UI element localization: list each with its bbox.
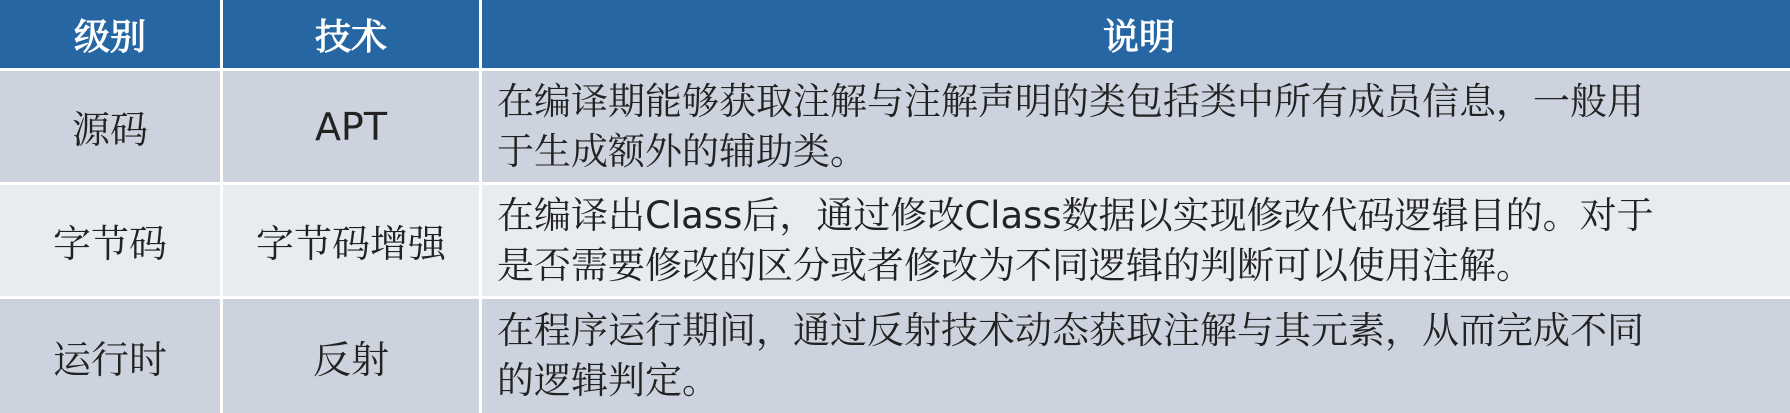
description-line: 在编译期能够获取注解与注解声明的类包括类中所有成员信息，一般用	[497, 79, 1644, 123]
row-bytecode-description	[482, 185, 1790, 296]
row-source-description	[482, 71, 1790, 182]
description-line: 的逻辑判定。	[497, 359, 719, 402]
row-source-tech: APT	[223, 71, 479, 182]
row-source-level: 源码	[0, 71, 220, 182]
description-line: 在编译出Class后，通过修改Class数据以实现修改代码逻辑目的。对于	[497, 193, 1654, 237]
description-line: 在程序运行期间，通过反射技术动态获取注解与其元素，从而完成不同	[497, 309, 1644, 352]
row-bytecode-tech: 字节码增强	[223, 185, 479, 296]
row-runtime-level: 运行时	[0, 299, 220, 413]
row-bytecode-level: 字节码	[0, 185, 220, 296]
header-description: 说明	[482, 0, 1790, 68]
row-runtime-tech: 反射	[223, 299, 479, 413]
header-level: 级别	[0, 0, 220, 68]
row-runtime-description	[482, 299, 1790, 413]
description-line: 于生成额外的辅助类。	[497, 129, 867, 173]
description-line: 是否需要修改的区分或者修改为不同逻辑的判断可以使用注解。	[497, 243, 1533, 287]
header-technology: 技术	[223, 0, 479, 68]
